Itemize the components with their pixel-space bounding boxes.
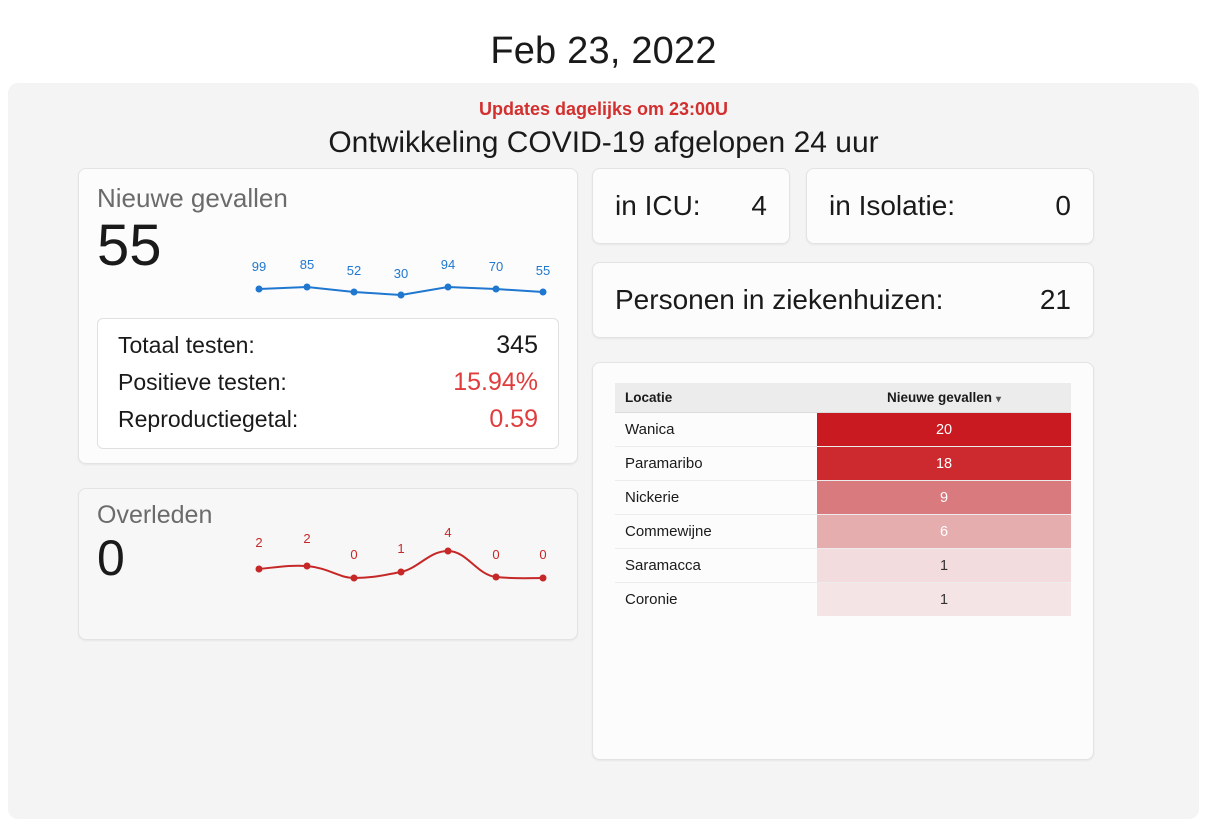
spark-label-4: 94 (440, 257, 456, 272)
cell-nieuwe-gevallen: 18 (817, 447, 1071, 481)
spark-label-0: 99 (251, 259, 267, 274)
locations-table-card (592, 362, 1094, 760)
stats-box (97, 318, 559, 449)
spark-label-5: 70 (488, 259, 504, 274)
new-cases-title: Nieuwe gevallen (97, 183, 288, 213)
spark-point (351, 289, 358, 296)
cell-nieuwe-gevallen: 6 (817, 515, 1071, 549)
isolation-card (806, 168, 1094, 244)
deaths-spark-label-1: 2 (303, 531, 311, 546)
table-row[interactable] (615, 413, 1071, 447)
column-header-locatie[interactable]: Locatie (615, 383, 817, 413)
hospital-label: Personen in ziekenhuizen: (615, 284, 944, 315)
column-header-label: Nieuwe gevallen (887, 390, 993, 405)
deaths-spark-label-2: 0 (350, 547, 358, 562)
stat-row (112, 401, 544, 438)
table-row[interactable] (615, 549, 1071, 583)
deaths-spark-point (256, 566, 263, 573)
deaths-spark-label-4: 4 (444, 527, 452, 540)
spark-point (304, 284, 311, 291)
panel-subtitle: Ontwikkeling COVID-19 afgelopen 24 uur (328, 126, 879, 159)
cell-nieuwe-gevallen: 20 (817, 413, 1071, 447)
page-title: Feb 23, 2022 (490, 30, 717, 72)
table-header-row (615, 383, 1071, 413)
new-cases-card (78, 168, 578, 464)
isolation-value: 0 (1055, 190, 1071, 221)
spark-point (256, 286, 263, 293)
deaths-spark-label-5: 0 (492, 547, 500, 562)
icu-label: in ICU: (615, 190, 701, 221)
summary-cards-row (592, 168, 1129, 244)
stat-value-total-tests: 345 (496, 331, 538, 359)
table-head (615, 383, 1071, 413)
isolation-label: in Isolatie: (829, 190, 956, 221)
stat-value-reproduction: 0.59 (489, 405, 538, 433)
table-body (615, 413, 1071, 617)
icu-card (592, 168, 790, 244)
spark-point (540, 289, 547, 296)
sort-descending-icon: ▾ (996, 394, 1002, 405)
cell-locatie: Nickerie (615, 481, 817, 515)
right-column (592, 168, 1129, 760)
spark-label-2: 52 (346, 263, 362, 278)
left-column (78, 168, 578, 760)
deaths-spark-label-0: 2 (255, 535, 263, 550)
cell-nieuwe-gevallen: 1 (817, 549, 1071, 583)
spark-label-1: 85 (299, 257, 315, 272)
cell-locatie: Commewijne (615, 515, 817, 549)
deaths-card (78, 488, 578, 640)
column-header-nieuwe-gevallen[interactable] (817, 383, 1071, 413)
stat-label-reproduction: Reproductiegetal: (118, 406, 299, 432)
cell-locatie: Saramacca (615, 549, 817, 583)
hospital-value: 21 (1039, 284, 1071, 315)
cell-nieuwe-gevallen: 1 (817, 583, 1071, 617)
updates-note: Updates dagelijks om 23:00U (478, 99, 729, 119)
new-cases-sparkline (249, 257, 559, 317)
new-cases-value: 55 (97, 213, 162, 278)
table-row[interactable] (615, 447, 1071, 481)
dashboard-columns (20, 168, 1187, 760)
dashboard-panel (8, 83, 1199, 819)
stat-value-positive-tests: 15.94% (453, 368, 538, 396)
stat-label-positive-tests: Positieve testen: (118, 369, 287, 395)
deaths-spark-label-6: 0 (539, 547, 547, 562)
stat-row (112, 364, 544, 401)
deaths-spark-point (304, 563, 311, 570)
spark-point (398, 292, 405, 299)
deaths-title: Overleden (97, 501, 213, 529)
table-row[interactable] (615, 583, 1071, 617)
cell-locatie: Coronie (615, 583, 817, 617)
icu-value: 4 (751, 190, 767, 221)
deaths-value: 0 (97, 530, 125, 586)
table-row[interactable] (615, 515, 1071, 549)
table-row[interactable] (615, 481, 1071, 515)
stat-row (112, 327, 544, 364)
deaths-spark-point (540, 575, 547, 582)
deaths-spark-point (493, 574, 500, 581)
deaths-sparkline (249, 527, 559, 599)
deaths-spark-point (398, 569, 405, 576)
cell-locatie: Wanica (615, 413, 817, 447)
deaths-spark-label-3: 1 (397, 541, 405, 556)
stat-label-total-tests: Totaal testen: (118, 332, 255, 358)
spark-label-6: 55 (535, 263, 551, 278)
deaths-spark-point (351, 575, 358, 582)
cell-nieuwe-gevallen: 9 (817, 481, 1071, 515)
spark-point (493, 286, 500, 293)
locations-table (615, 383, 1071, 616)
spark-point (445, 284, 452, 291)
spark-label-3: 30 (393, 266, 409, 281)
cell-locatie: Paramaribo (615, 447, 817, 481)
hospital-card (592, 262, 1094, 338)
deaths-spark-point (445, 548, 452, 555)
